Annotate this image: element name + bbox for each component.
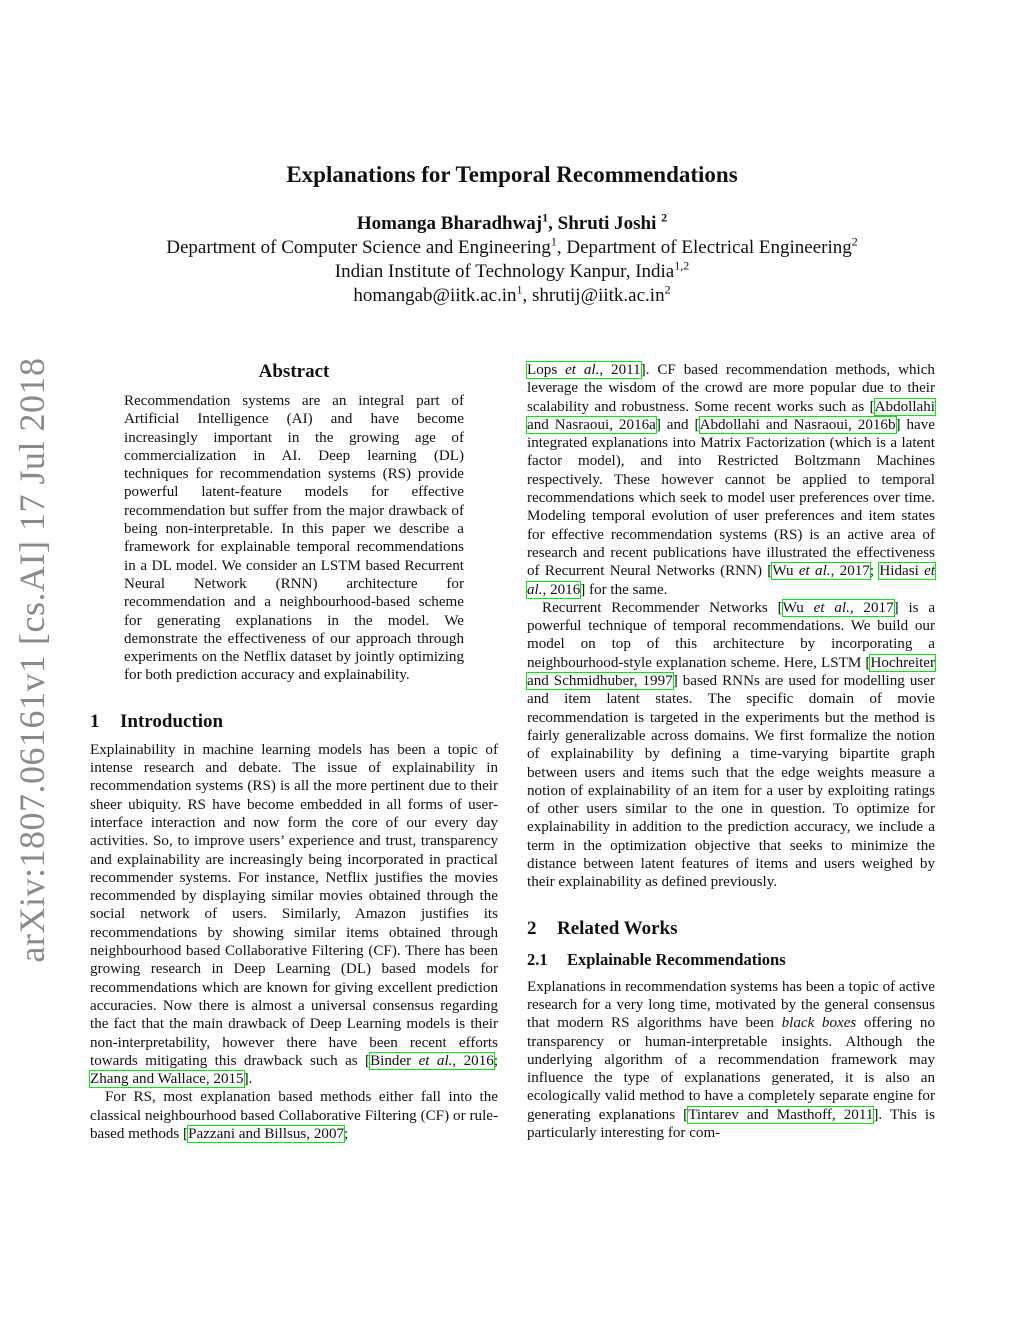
citation-pazzani-2007[interactable]: Pazzani and Billsus, 2007 bbox=[188, 1125, 345, 1142]
section-2-title: Related Works bbox=[557, 917, 678, 939]
email-2-sup: 2 bbox=[664, 282, 671, 297]
section-2-number: 2 bbox=[527, 917, 537, 939]
email-line bbox=[90, 284, 934, 308]
author-1: Homanga Bharadhwaj bbox=[356, 213, 543, 234]
dept-1: Department of Computer Science and Engineering bbox=[166, 237, 551, 258]
institute-line bbox=[90, 260, 934, 284]
section-1-heading bbox=[90, 711, 498, 733]
right-p1-text-b: ] and [ bbox=[655, 416, 700, 433]
cite-etal: et al. bbox=[527, 563, 935, 598]
cite-text: Binder bbox=[370, 1052, 419, 1069]
email-2: shrutij@iitk.ac.in bbox=[532, 285, 665, 306]
right-p3-text-c: ]. This is particularly interesting for com- bbox=[527, 1106, 936, 1141]
dept-2: Department of Electrical Engineering bbox=[566, 237, 852, 258]
citation-wu-2017[interactable] bbox=[772, 563, 870, 579]
dept-2-sup: 2 bbox=[851, 234, 858, 249]
cite-year: , 2016 bbox=[542, 581, 581, 598]
citation-tintarev-2011[interactable]: Tintarev and Masthoff, 2011 bbox=[688, 1106, 874, 1123]
intro-p1-end: ]. bbox=[243, 1071, 253, 1088]
cite-etal: et al. bbox=[798, 563, 831, 580]
cite-etal: et al. bbox=[565, 362, 600, 378]
right-p2-text-c: ] based RNNs are used for modelling user and item latent states. The specific domain of movie recommendation is targeted in the experiments but the method is fairly generalizable across domains. We first formalize the notion of explainability by defining a time-varying bipartite graph between users and items such that the edge weights measure a notion of explainability of an item for a user by exploiting ratings of other users similar to the one in question. To optimize for explainability in addition to the prediction accuracy, we include a term in the optimization objective that seeks to minimize the distance between latent features of items and users weighed by their explainability as defined previously. bbox=[527, 673, 935, 891]
left-column bbox=[90, 361, 498, 1143]
citation-lops-2011[interactable] bbox=[527, 362, 641, 378]
cite-separator: ; bbox=[869, 563, 875, 580]
citation-wu-2017-second[interactable] bbox=[783, 600, 894, 616]
citation-abdollahi-2016a[interactable]: Abdollahi and Nasraoui, 2016a bbox=[527, 398, 935, 433]
author-sep: , bbox=[548, 213, 558, 234]
email-1-sup: 1 bbox=[516, 282, 523, 297]
intro-p2-text: For RS, most explanation based methods either fall into the classical neighbourhood based Collaborative Filtering (CF) or rule-based methods [ bbox=[90, 1089, 498, 1142]
intro-paragraph-1 bbox=[90, 741, 498, 1089]
institute-sup: 1,2 bbox=[674, 258, 690, 273]
right-p1-text-c: ] have integrated explanations into Matrix Factorization (which is a latent factor model), and into Restricted Boltzmann Machines respectively. These however cannot be applied to temporal recommendations which seek to model user preferences over time. Modeling temporal evolution of user preferences and item states for effective recommendation systems (RS) is an active area of research and recent publications have illustrated the effectiveness of Recurrent Neural Networks (RNN) [ bbox=[527, 416, 935, 580]
dept-1-sup: 1 bbox=[550, 234, 557, 249]
institute: Indian Institute of Technology Kanpur, India bbox=[334, 261, 675, 282]
section-1-number: 1 bbox=[90, 710, 100, 732]
section-2-1-heading bbox=[527, 950, 935, 970]
right-p1-text-d: ] for the same. bbox=[580, 581, 668, 598]
citation-zhang-2015[interactable]: Zhang and Wallace, 2015 bbox=[90, 1071, 244, 1088]
right-p3-text-a: Explanations in recommendation systems has been a topic of active research for a very long time, motivated by the general consensus that modern RS algorithms have been bbox=[527, 978, 935, 1032]
cite-text: Wu bbox=[782, 599, 814, 616]
cite-year: , 2011 bbox=[599, 362, 641, 378]
cite-etal: et al. bbox=[813, 599, 850, 616]
author-2-sup: 2 bbox=[661, 210, 668, 225]
intro-paragraph-2 bbox=[90, 1088, 498, 1143]
arxiv-stamp bbox=[8, 357, 56, 963]
black-boxes-emphasis: black boxes bbox=[781, 1015, 857, 1032]
right-p2-text-b: ] is a powerful technique of temporal recommendations. We build our model on top of this architecture by incorporating a neighbourhood-style explanation scheme. Here, LSTM [ bbox=[527, 599, 936, 671]
author-2: Shruti Joshi bbox=[557, 213, 662, 234]
cite-year: , 2017 bbox=[830, 563, 870, 580]
right-paragraph-2 bbox=[527, 599, 935, 892]
cite-text: Hidasi bbox=[879, 563, 925, 580]
cite-separator: ; bbox=[493, 1052, 499, 1069]
author-line bbox=[90, 212, 934, 236]
right-column bbox=[527, 361, 935, 1142]
cite-etal: et al. bbox=[418, 1052, 453, 1069]
cite-text: Lops bbox=[527, 362, 566, 378]
section-2-1-title: Explainable Recommendations bbox=[567, 949, 786, 969]
abstract-text: Recommendation systems are an integral part of Artificial Intelligence (AI) and have become increasingly important in the growing age of commercialization in AI. Deep learning (DL) techniques for recommendation systems (RS) provide powerful latent-feature models for effective recommendation but suffer from the major drawback of being non-interpretable. In this paper we describe a framework for explainable temporal recommendations in a DL model. We consider an LSTM based Recurrent Neural Network (RNN) architecture for recommendation and a neighbourhood-based scheme for generating explanations in the model. We demonstrate the effectiveness of our approach through experiments on the Netflix dataset by jointly optimizing for both prediction accuracy and explainability. bbox=[124, 393, 464, 684]
paper-header bbox=[90, 160, 934, 308]
email-sep: , bbox=[522, 285, 533, 306]
citation-binder-2016[interactable] bbox=[370, 1053, 494, 1069]
section-2-1-number: 2.1 bbox=[527, 949, 548, 969]
right-paragraph-1 bbox=[527, 361, 935, 599]
author-1-sup: 1 bbox=[542, 210, 549, 225]
department-line bbox=[90, 236, 934, 260]
citation-hochreiter-1997[interactable]: Hochreiter and Schmidhuber, 1997 bbox=[527, 654, 935, 690]
dept-sep: , bbox=[556, 237, 567, 258]
cite-year: , 2017 bbox=[849, 599, 894, 616]
cite-year: , 2016 bbox=[452, 1052, 494, 1069]
cite-separator: ; bbox=[344, 1125, 349, 1142]
right-paragraph-3 bbox=[527, 978, 935, 1143]
abstract-heading: Abstract bbox=[258, 361, 330, 382]
right-p3-text-b: offering no transparency or human-interpretable insights. Although the underlying algorithm of a recommendation framework may influence the type of explanations generated, it is also an ecologically valid method to have a completely separate engine for generating explanations [ bbox=[527, 1015, 936, 1123]
right-p1-text-a: ]. CF based recommendation methods, which leverage the wisdom of the crowd are more popular due to their scalability and robustness. Some recent works such as [ bbox=[527, 362, 935, 415]
cite-text: Wu bbox=[772, 563, 799, 580]
citation-abdollahi-2016b[interactable]: Abdollahi and Nasraoui, 2016b bbox=[699, 416, 896, 433]
section-2-heading bbox=[527, 918, 935, 940]
section-1-title: Introduction bbox=[120, 710, 224, 732]
right-p2-text-a: Recurrent Recommender Networks [ bbox=[542, 599, 783, 616]
arxiv-stamp-text: arXiv:1807.06161v1 [cs.AI] 17 Jul 2018 bbox=[12, 357, 52, 963]
intro-p1-text: Explainability in machine learning models has been a topic of intense research and debate. The issue of explainability in recommendation systems (RS) is all the more pertinent due to their sheer ubiquity. RS have become embedded in all forms of user-interface interaction and now form the core of our every day activities. So, to improve users’ experience and trust, transparency and explainability are increasingly being incorporated in practical recommender systems. For instance, Netflix justifies the movies recommended by displaying similar movies obtained through the social network of users. Similarly, Amazon justifies its recommendations by showing similar items obtained through neighbourhood based Collaborative Filtering (CF). There has been growing research in Deep Learning (DL) based models for recommendations which are known for giving excellent prediction accuracies. Now there is almost a universal consensus regarding the fact that the main drawback of Deep Learning models is their non-interpretability, however there have been recent efforts towards mitigating this drawback such as [ bbox=[90, 741, 498, 1069]
paper-title: Explanations for Temporal Recommendations bbox=[286, 162, 738, 187]
email-1: homangab@iitk.ac.in bbox=[353, 285, 517, 306]
